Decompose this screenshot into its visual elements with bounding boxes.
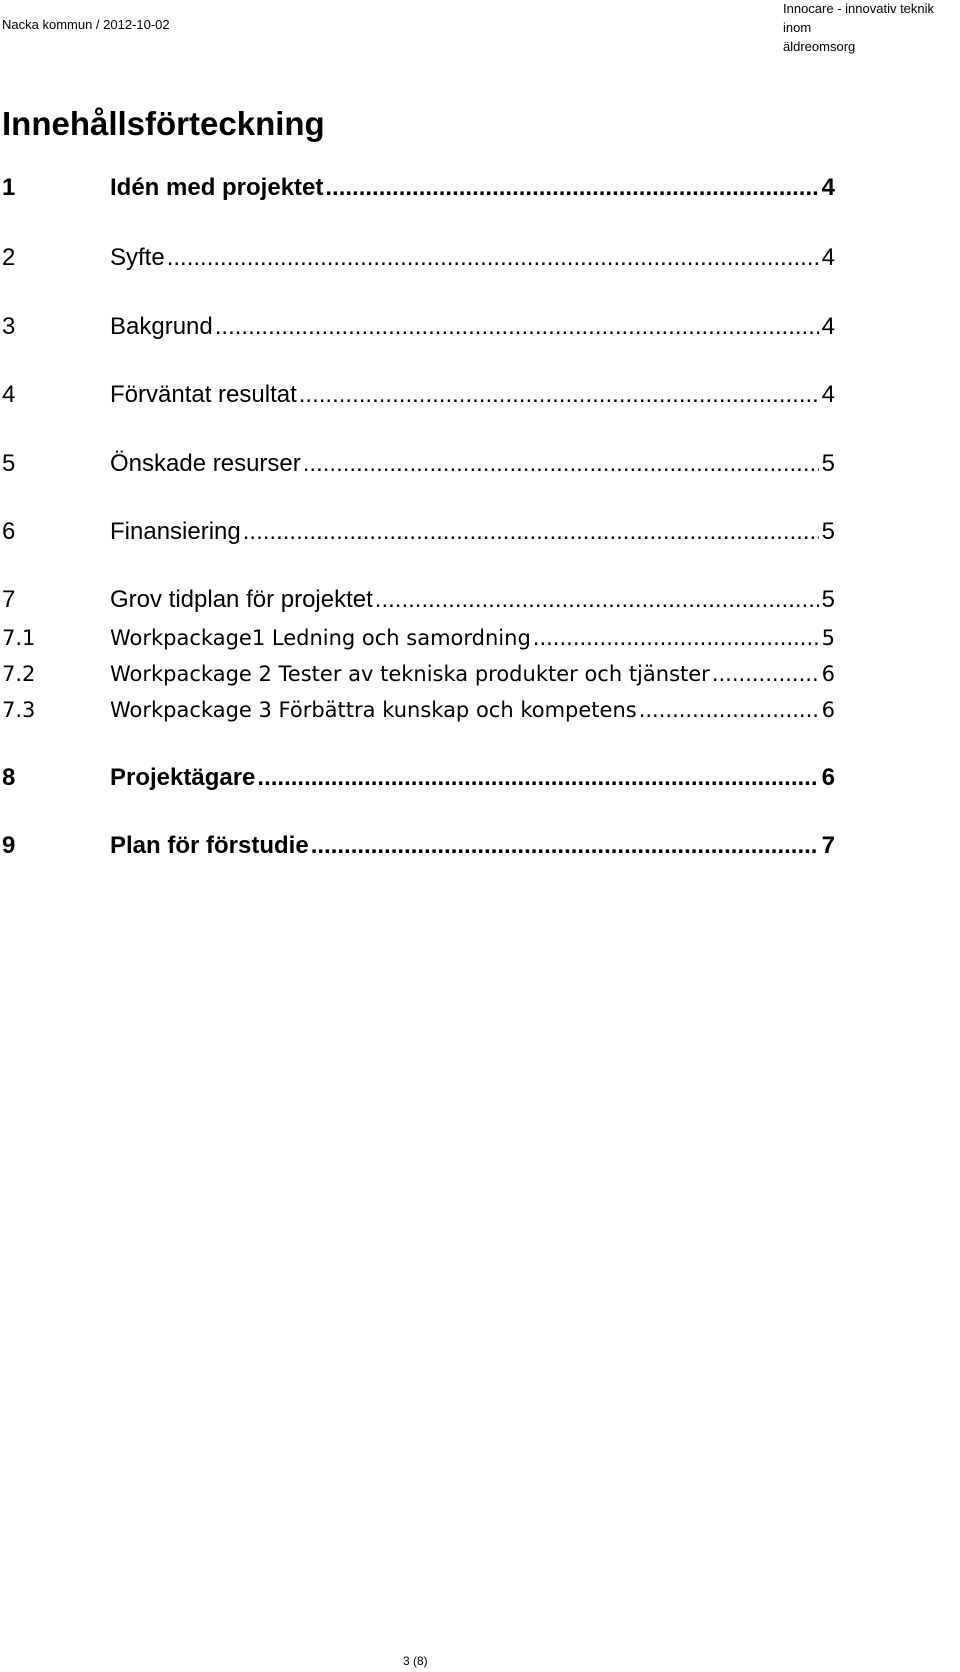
toc-leader-dots [299,381,819,409]
toc-entry-text: Finansiering [110,518,241,545]
toc-leader-dots [311,832,819,860]
toc-entry-page: 6 [821,764,835,791]
toc-entry-8[interactable] [0,760,835,796]
toc-entry-7-3[interactable] [0,690,835,726]
toc-entry-9[interactable] [0,828,835,864]
toc-entry-text: Plan för förstudie [110,832,309,859]
toc-entry-page: 6 [821,698,835,722]
toc-leader-dots [167,244,819,272]
header-right-line2: äldreomsorg [783,39,856,54]
page-number-footer: 3 (8) [403,1654,428,1668]
toc-entry-number: 6 [2,518,16,545]
toc-entry-page: 5 [821,518,835,545]
toc-leader-dots [215,313,819,341]
toc-leader-dots [712,662,819,686]
toc-entry-1[interactable] [0,170,835,206]
toc-entry-6[interactable] [0,514,835,550]
toc-entry-number: 4 [2,381,16,408]
toc-entry-text: Workpackage 3 Förbättra kunskap och kompetens [110,698,637,722]
toc-entry-text: Idén med projektet [110,174,324,201]
toc-entry-number: 9 [2,832,16,859]
toc-entry-page: 5 [821,626,835,650]
toc-entry-7[interactable] [0,582,835,618]
toc-leader-dots [243,518,819,546]
toc-entry-number: 7 [2,586,16,613]
toc-entry-page: 4 [821,313,835,340]
toc-entry-number: 2 [2,244,16,271]
toc-entry-4[interactable] [0,377,835,413]
toc-entry-7-1[interactable] [0,618,835,654]
toc-entry-text: Förväntat resultat [110,381,297,408]
toc-entry-text: Workpackage1 Ledning och samordning [110,626,531,650]
toc-entry-text: Önskade resurser [110,450,301,477]
header-left-text: Nacka kommun / 2012-10-02 [2,17,170,32]
toc-entry-page: 4 [821,244,835,271]
toc-leader-dots [533,626,819,650]
header-right-text [783,0,958,56]
toc-leader-dots [639,698,819,722]
header-right-line1: Innocare - innovativ teknik inom [783,1,935,35]
toc-entry-text: Grov tidplan för projektet [110,586,373,613]
toc-leader-dots [325,174,819,202]
toc-entry-2[interactable] [0,240,835,276]
toc-entry-text: Projektägare [110,764,256,791]
toc-entry-page: 6 [821,662,835,686]
toc-entry-3[interactable] [0,309,835,345]
toc-title: Innehållsförteckning [2,105,325,142]
toc-entry-number: 5 [2,450,16,477]
toc-entry-page: 5 [821,586,835,613]
toc-entry-number: 1 [2,174,16,201]
toc-leader-dots [303,450,819,478]
toc-entry-number: 7.3 [2,698,36,722]
toc-entry-number: 8 [2,764,16,791]
toc-entry-text: Bakgrund [110,313,213,340]
toc-entry-page: 4 [821,381,835,408]
toc-entry-page: 5 [821,450,835,477]
toc-entry-5[interactable] [0,446,835,482]
toc-entry-number: 3 [2,313,16,340]
toc-entry-number: 7.1 [2,626,36,650]
toc-entry-7-2[interactable] [0,654,835,690]
toc-leader-dots [257,764,819,792]
toc-entry-page: 4 [821,174,835,201]
toc-entry-text: Workpackage 2 Tester av tekniska produkter och tjänster [110,662,710,686]
toc-leader-dots [375,586,819,614]
toc-entry-text: Syfte [110,244,165,271]
toc-entry-page: 7 [821,832,835,859]
toc-entry-number: 7.2 [2,662,36,686]
